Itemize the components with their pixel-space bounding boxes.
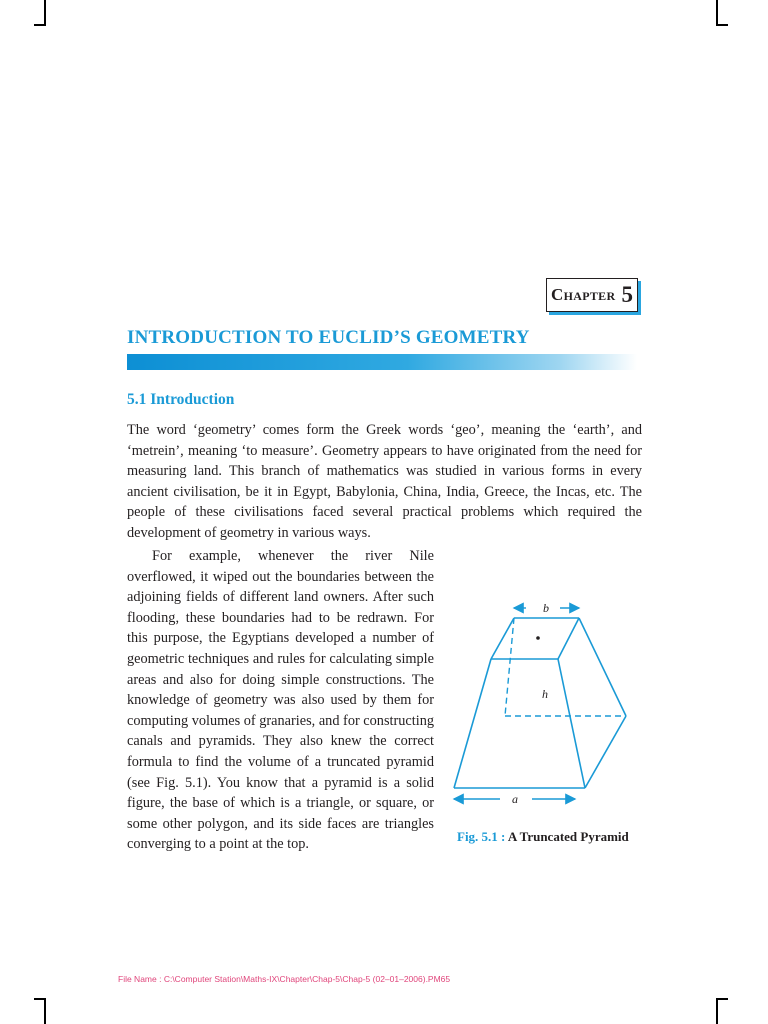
edge-left-front [454,659,491,788]
edge-right-back [579,618,626,716]
file-name-footer: File Name : C:\Computer Station\Maths-IX\Chapter\Chap-5\Chap-5 (02–01–2006).PM65 [118,974,451,984]
crop-mark-top-left-h [34,24,46,26]
apex-point [536,636,540,640]
crop-mark-bottom-left-h [34,998,46,1000]
chapter-badge [546,278,638,312]
figure-caption [457,829,629,845]
edge-base-right [585,716,626,788]
label-a: a [512,792,518,806]
truncated-pyramid-figure [448,598,634,808]
crop-mark-bottom-left-v [44,998,46,1024]
figure-caption-number: Fig. 5.1 : [457,829,506,844]
section-heading: 5.1 Introduction [127,391,235,408]
title-gradient-rule [127,354,637,370]
crop-mark-top-left-v [44,0,46,26]
chapter-word: Chapter [551,285,616,304]
chapter-title: INTRODUCTION TO EUCLID’S GEOMETRY [127,327,530,348]
crop-mark-top-right-h [716,24,728,26]
paragraph-example: For example, whenever the river Nile overflowed, it wiped out the boundaries between the adjoining fields of different land owners. After such flooding, these boundaries had to be redrawn. For this purpose, the Egyptians developed a number of geometric techniques and rules for calculating simple areas and also for doing simple constructions. The knowledge of geometry was also used by them for computing volumes of granaries, and for constructing canals and pyramids. They also knew the correct formula to find the volume of a truncated pyramid (see Fig. 5.1). You know that a pyramid is a solid figure, the base of which is a triangle, or square, or some other polygon, and its side faces are triangles converging to a point at the top. [127,548,434,853]
crop-mark-top-right-v [716,0,718,26]
crop-mark-bottom-right-h [716,998,728,1000]
paragraph-intro: The word ‘geometry’ comes form the Greek words ‘geo’, meaning the ‘earth’, and ‘metrein’, meaning ‘to measure’. Geometry appears to have originated from the need for measuring land. This branch of mathematics was studied in various forms in every ancient civilisation, be it in Egypt, Babylonia, China, India, Greece, the Incas, etc. The people of these civilisations faced several practical problems which required the development of geometry in various ways. [127,422,642,541]
crop-mark-bottom-right-v [716,998,718,1024]
edge-top-right [558,618,579,659]
label-h: h [542,687,548,701]
figure-caption-text: A Truncated Pyramid [505,829,629,844]
pyramid-edges [454,618,626,788]
hidden-edges [505,618,626,716]
chapter-number: 5 [621,282,633,307]
edge-right-front [558,659,585,788]
label-b: b [543,601,549,615]
